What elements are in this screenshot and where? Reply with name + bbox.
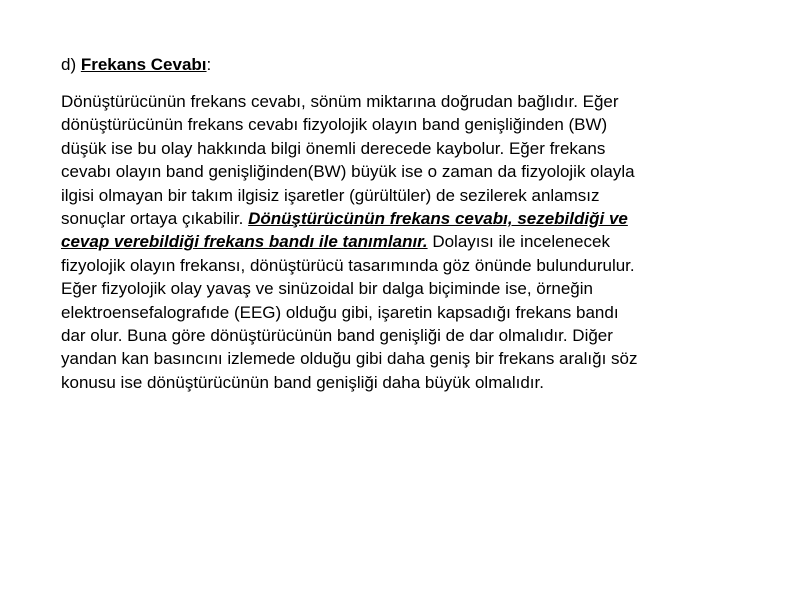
body-paragraph bbox=[61, 90, 751, 394]
section-heading bbox=[61, 54, 211, 76]
body-text-part-1: Dönüştürücünün frekans cevabı, sönüm miktarına doğrudan bağlıdır. Eğer dönüştürücünün frekans cevabı fizyolojik olayın band genişliğinden (BW) düşük ise bu olay hakkında bilgi önemli derecede kaybolur. Eğer frekans cevabı olayın band genişliğinden(BW) büyük ise o zaman da fizyolojik olayla ilgisi olmayan bir takım ilgisiz işaretler (gürültüler) de sezilerek anlamsız sonuçlar ortaya çıkabilir. bbox=[61, 92, 635, 229]
emphasized-definition: Dönüştürücünün frekans cevabı, sezebildiği ve cevap verebildiği frekans bandı ile tanımlanır. bbox=[61, 209, 628, 252]
heading-prefix: d) bbox=[61, 55, 81, 74]
heading-title: Frekans Cevabı bbox=[80, 55, 207, 74]
heading-suffix: : bbox=[206, 55, 212, 74]
body-text-part-2: Dolayısı ile incelenecek fizyolojik olayın frekansı, dönüştürücü tasarımında göz önünde bulundurulur. Eğer fizyolojik olay yavaş ve sinüzoidal bir dalga biçiminde ise, örneğin elektroensefalografıde (EEG) olduğu gibi, işaretin kapsadığı frekans bandı dar olur. Buna göre dönüştürücünün band genişliği de dar olmalıdır. Diğer yandan kan basıncını izlemede olduğu gibi daha geniş bir frekans aralığı söz konusu ise dönüştürücünün band genişliği daha büyük olmalıdır. bbox=[61, 232, 638, 392]
